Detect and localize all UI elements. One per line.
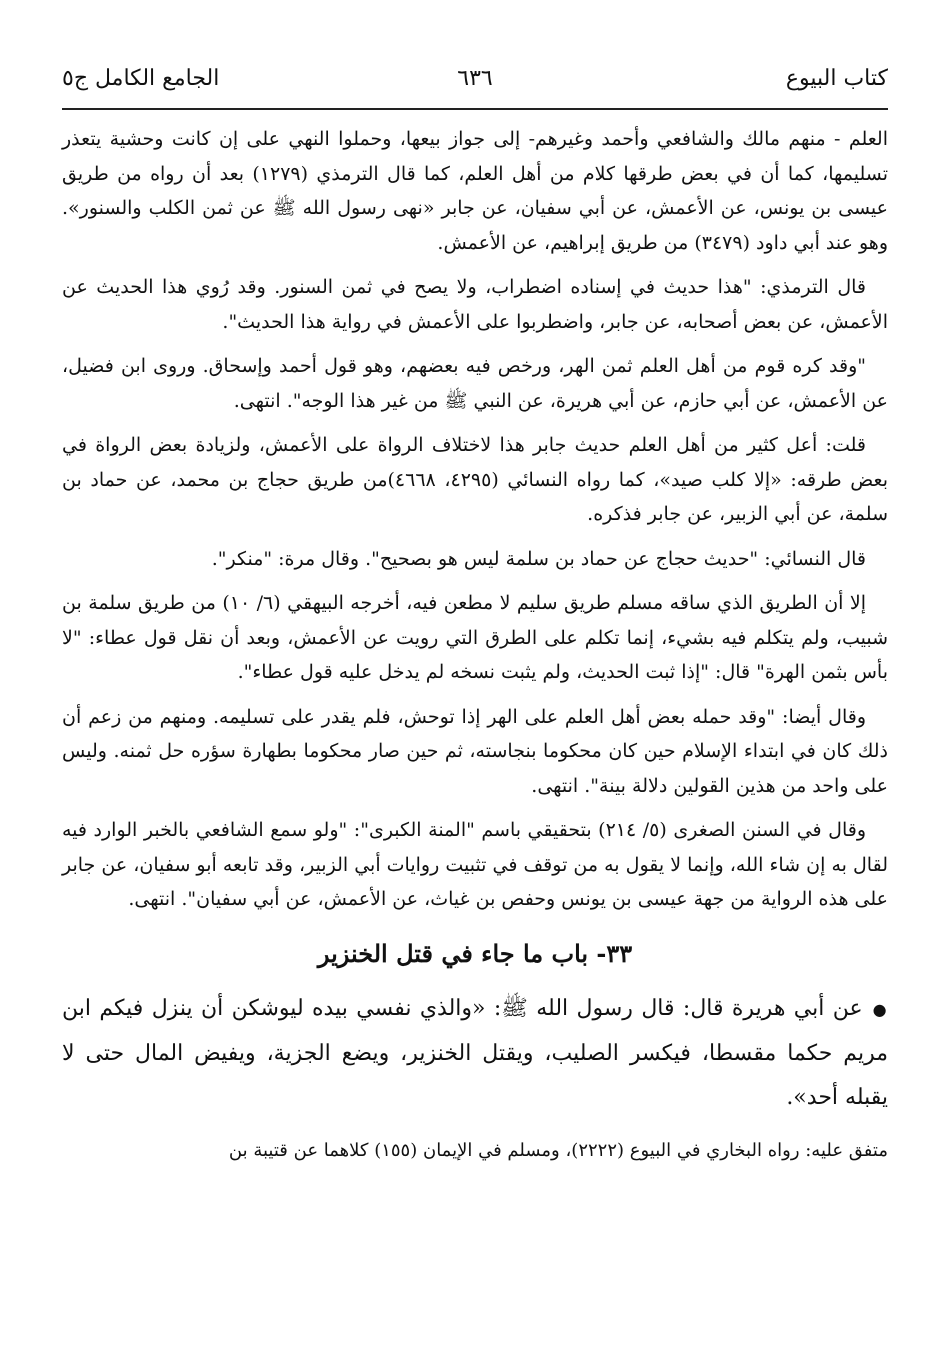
paragraph: وقال أيضا: "وقد حمله بعض أهل العلم على الهر إذا توحش، فلم يقدر على تسليمه. ومنهم من زعم أن ذلك كان في ابتداء الإسلام حين كان محكوما بنجاسته، ثم حين صار محكوما بطهارة سؤره حل ثمنه. وليس على واحد من هذين القولين دلالة بينة". انتهى. (62, 705, 888, 797)
chapter-heading: ٣٣- باب ما جاء في قتل الخنزير (317, 938, 633, 968)
paragraph: "وقد كره قوم من أهل العلم ثمن الهر، ورخص فيه بعضهم، وهو قول أحمد وإسحاق. وروى ابن فضيل، عن الأعمش، عن أبي حازم، عن أبي هريرة، عن النبي ﷺ من غير هذا الوجه". انتهى. (62, 355, 888, 412)
paragraph: قال النسائي: "حديث حجاج عن حماد بن سلمة ليس هو بصحيح". وقال مرة: "منكر". (211, 547, 866, 570)
header-divider (62, 108, 888, 110)
page-number: ٦٣٦ (457, 65, 493, 91)
paragraph: قال الترمذي: "هذا حديث في إسناده اضطراب، ولا يصح في ثمن السنور. وقد رُوي هذا الحديث عن الأعمش، عن بعض أصحابه، عن جابر، واضطربوا على الأعمش في رواية هذا الحديث". (62, 276, 888, 333)
paragraph: إلا أن الطريق الذي ساقه مسلم طريق سليم لا مطعن فيه، أخرجه البيهقي (٦/ ١٠) من طريق سلمة بن شبيب، ولم يتكلم فيه بشيء، إنما تكلم على الطرق التي رويت عن الأعمش، وبعد أن نقل قول عطاء: "لا بأس بثمن الهرة" قال: "إذا ثبت الحديث، ولم يثبت نسخه لم يدخل عليه قول عطاء". (62, 592, 888, 683)
paragraph: وقال في السنن الصغرى (٥/ ٢١٤) بتحقيقي باسم "المنة الكبرى": "ولو سمع الشافعي بالخبر الوارد فيه لقال به إن شاء الله، وإنما لا يقول به من توقف في تثبيت روايات أبي الزبير، وقد تابعه أبو سفيان، عن جابر على هذه الرواية من جهة عيسى بن يونس وحفص بن غياث، عن الأعمش، عن أبي سفيان". انتهى. (62, 819, 888, 910)
bullet-icon: ● (872, 999, 888, 1019)
hadith-text (62, 987, 888, 1120)
hadith-body: عن أبي هريرة قال: قال رسول الله ﷺ: «والذي نفسي بيده ليوشكن أن ينزل فيكم ابن مريم حكما مقسطا، فيكسر الصليب، ويقتل الخنزير، ويضع الجزية، ويفيض المال حتى لا يقبله أحد». (62, 995, 888, 1110)
takhrij-note: متفق عليه: رواه البخاري في البيوع (٢٢٢٢)، ومسلم في الإيمان (١٥٥) كلاهما عن قتيبة بن (228, 1139, 888, 1161)
paragraph: العلم - منهم مالك والشافعي وأحمد وغيرهم- إلى جواز بيعها، وحملوا النهي على إن كانت وحشية يتعذر تسليمها، كما أن في بعض طرقها كلام من أهل العلم، كما قال الترمذي (١٢٧٩) بعد أن رواه من طريق عيسى بن يونس، عن الأعمش، عن أبي سفيان، عن جابر «نهى رسول الله ﷺ عن ثمن الكلب والسنور». وهو عند أبي داود (٣٤٧٩) من طريق إبراهيم، عن الأعمش. (62, 128, 888, 254)
paragraph: قلت: أعل كثير من أهل العلم حديث جابر هذا لاختلاف الرواة على الأعمش، ولزيادة بعض الرواة في بعض طرقه: «إلا كلب صيد»، كما رواه النسائي (٤٢٩٥، ٤٦٦٨)من طريق حجاج بن محمد، عن حماد بن سلمة، عن أبي الزبير، عن جابر فذكره. (62, 434, 888, 525)
header-volume-title: الجامع الكامل ج٥ (62, 65, 220, 91)
page-header (62, 58, 888, 98)
header-book-title: كتاب البيوع (785, 65, 888, 91)
page-body (62, 122, 888, 1178)
